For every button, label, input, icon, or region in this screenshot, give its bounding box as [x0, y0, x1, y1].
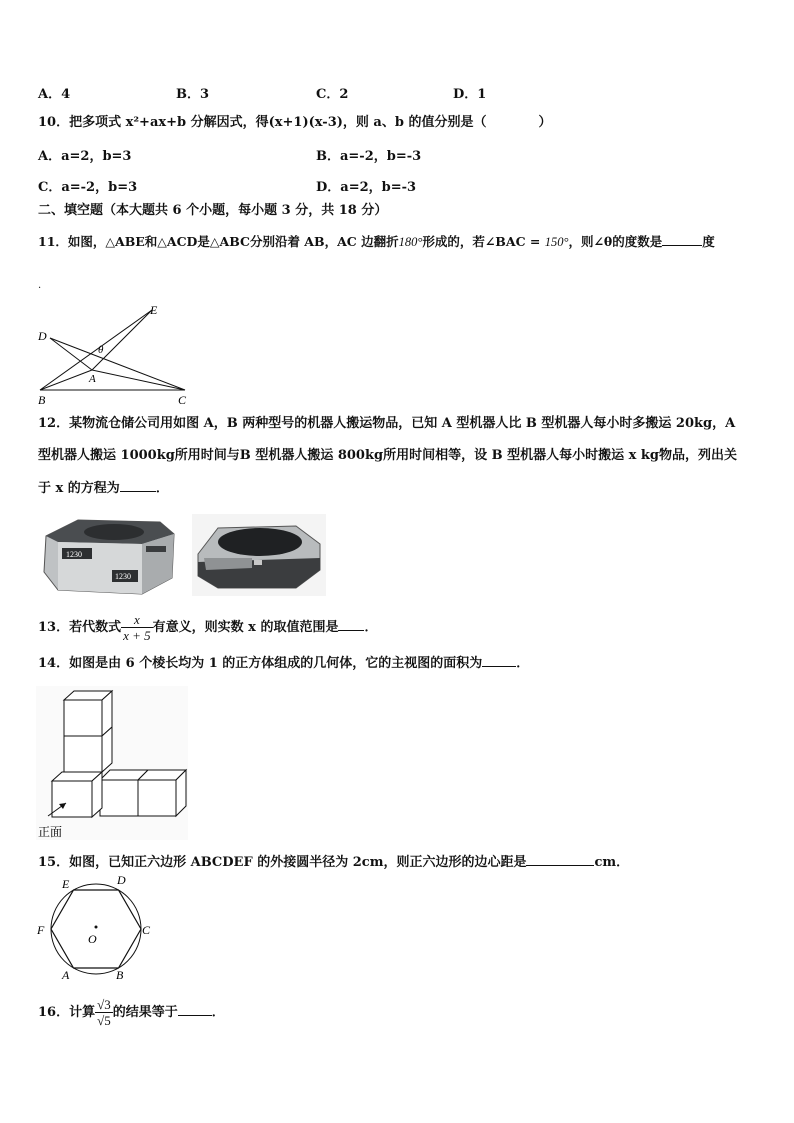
hex-label-b: B: [116, 968, 124, 982]
section-heading: 二、填空题（本大题共 6 个小题，每小题 3 分，共 18 分）: [38, 203, 388, 218]
robot-a-label: 1230: [66, 550, 82, 559]
q15-hexagon-figure: [34, 872, 158, 984]
q16-stem: [38, 996, 225, 1030]
q10-option-b: B．a=-2，b=-3: [316, 149, 422, 164]
q16-numerator: √3: [97, 997, 111, 1012]
label-d: D: [38, 329, 47, 343]
q11-angle-180: 180°: [398, 235, 423, 249]
q15-answer-blank[interactable]: [526, 853, 594, 866]
q12-line-1: 12．某物流仓储公司用如图 A，B 两种型号的机器人搬运物品，已知 A 型机器人比 B 型机器人每小时多搬运 20kg，A: [38, 416, 736, 431]
q9-option-b: B．3: [176, 87, 210, 102]
q11-text-2: 形成的，若∠BAC =: [422, 234, 545, 249]
label-c: C: [178, 393, 187, 407]
q10-stem: 10．把多项式 x²+ax+b 分解因式，得(x+1)(x-3)，则 a、b 的值分别是（ ）: [38, 115, 552, 130]
q15-text: 15．如图，已知正六边形 ABCDEF 的外接圆半径为 2cm，则正六边形的边心距是: [38, 855, 527, 870]
q13-end: ．: [364, 620, 378, 635]
q13-text-pre: 13．若代数式: [38, 620, 122, 635]
q13-answer-blank[interactable]: [338, 618, 364, 631]
q9-option-c: C．2: [316, 87, 349, 102]
front-label: 正面: [38, 825, 63, 839]
q9-option-d: D．1: [453, 87, 487, 102]
line-ae: [92, 310, 152, 370]
q16-text-pre: 16．计算: [38, 1005, 96, 1020]
q13-numerator: x: [121, 612, 153, 628]
q10-option-c: C．a=-2，b=3: [38, 180, 138, 195]
q14-answer-blank[interactable]: [482, 654, 516, 667]
line-da: [50, 338, 92, 370]
label-theta: θ: [98, 344, 104, 356]
label-a: A: [89, 373, 96, 385]
q16-denominator: √5: [97, 1013, 111, 1028]
q13-stem: [38, 612, 377, 644]
q14-cubes-figure: [36, 686, 188, 840]
robot-a-label-2: 1230: [115, 572, 131, 581]
q14-text: 14．如图是由 6 个棱长均为 1 的正方体组成的几何体，它的主视图的面积为: [38, 656, 483, 671]
q16-text-post: 的结果等于: [112, 1005, 178, 1020]
label-e: E: [150, 303, 158, 317]
hex-label-o: O: [88, 932, 97, 946]
q11-answer-blank[interactable]: [662, 233, 702, 246]
q10-option-d: D．a=2，b=-3: [316, 180, 417, 195]
line-ab: [40, 370, 92, 390]
hex-label-a: A: [62, 968, 70, 982]
q11-text-3: ，则∠θ的度数是: [568, 234, 663, 249]
q12-answer-blank[interactable]: [120, 479, 156, 492]
q16-fraction: [95, 997, 113, 1028]
q11-triangle-figure: [30, 300, 200, 410]
q9-option-a: A．4: [38, 87, 71, 102]
label-b: B: [38, 393, 46, 407]
hex-label-e: E: [62, 877, 70, 891]
robot-b-image: [192, 514, 326, 596]
line-ac: [92, 370, 185, 390]
q14-stem: [38, 654, 529, 673]
q15-stem: [38, 853, 629, 872]
line-dc: [50, 338, 185, 390]
hex-label-d: D: [117, 873, 126, 887]
q12-end: ．: [155, 481, 169, 496]
q11-angle-150: 150°: [544, 235, 569, 249]
q13-text-post: 有意义，则实数 x 的取值范围是: [152, 620, 339, 635]
hex-label-c: C: [142, 923, 151, 937]
q11-tail: 度: [702, 234, 715, 249]
line-be: [40, 310, 152, 390]
q16-end: ．: [211, 1005, 225, 1020]
q11-text-1: 11．如图，△ABE和△ACD是△ABC分别沿着 AB，AC 边翻折: [38, 234, 399, 249]
q11-period: .: [38, 280, 42, 291]
q14-end: ．: [516, 656, 530, 671]
q13-denominator: x + 5: [123, 628, 151, 643]
q12-line-3: [38, 479, 169, 498]
q15-end: cm．: [594, 855, 630, 870]
q16-answer-blank[interactable]: [178, 1003, 212, 1016]
q13-fraction: [121, 612, 153, 643]
q11-stem: [38, 233, 715, 251]
q12-line-2: 型机器人搬运 1000kg所用时间与B 型机器人搬运 800kg所用时间相等，设 B 型机器人每小时搬运 x kg物品，列出关: [38, 448, 738, 463]
q12-text: 于 x 的方程为: [38, 481, 120, 496]
q10-option-a: A．a=2，b=3: [38, 149, 132, 164]
robot-a-image: [38, 512, 178, 598]
hex-label-f: F: [37, 923, 45, 937]
